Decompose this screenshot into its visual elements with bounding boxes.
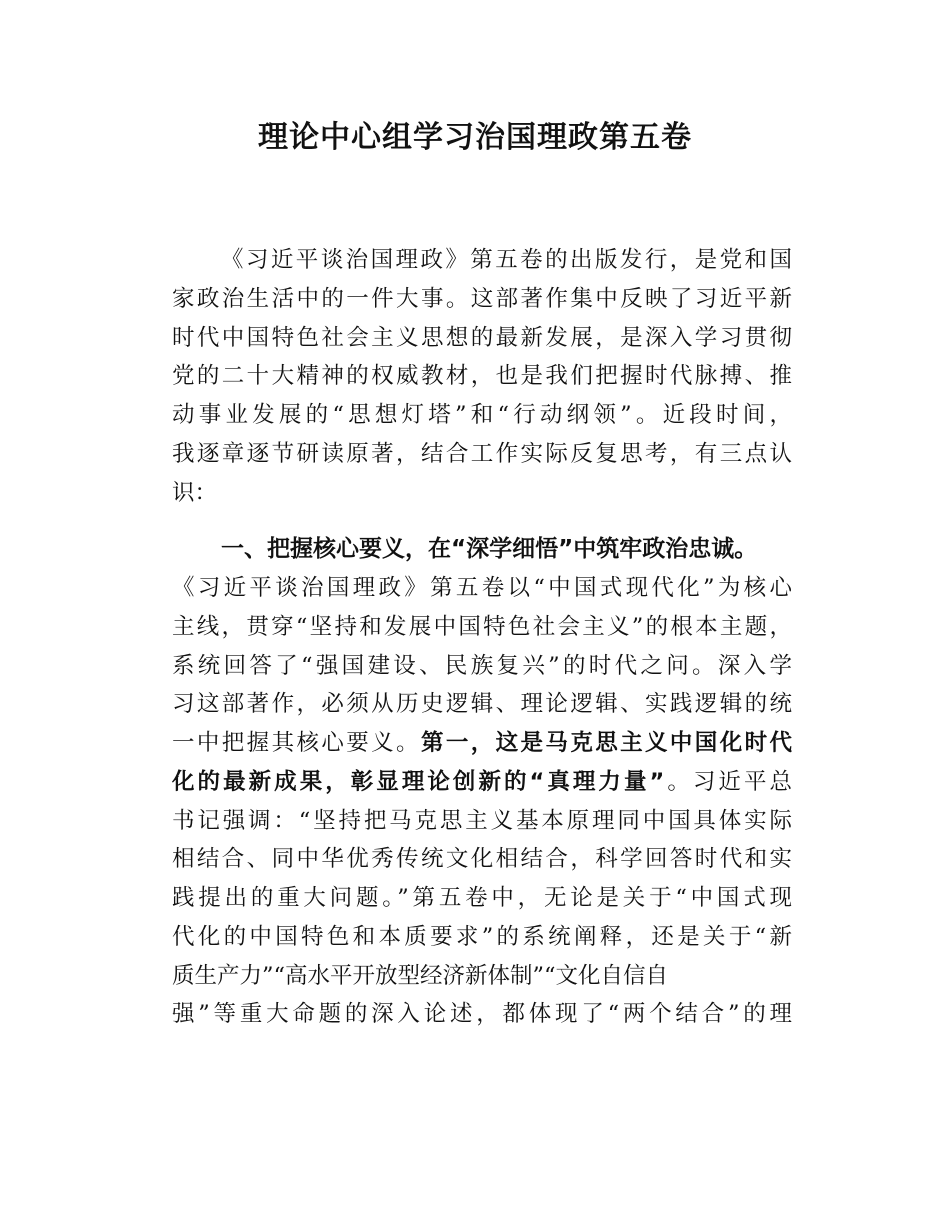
bold-point: 化的最新成果，彰显理论创新的“真理力量” [172,768,665,795]
section-heading: 一、把握核心要义，在“深学细悟”中筑牢政治忠诚。 [221,536,758,563]
paragraph-line: 书记强调：“坚持把马克思主义基本原理同中国具体实际 [172,807,792,834]
paragraph-line: 我逐章逐节研读原著，结合工作实际反复思考，有三点认 [172,440,792,467]
paragraph-line: 《习近平谈治国理政》第五卷的出版发行，是党和国 [221,247,792,273]
paragraph-line: 系统回答了“强国建设、民族复兴”的时代之问。深入学 [172,652,792,679]
paragraph-line: 动事业发展的“思想灯塔”和“行动纲领”。近段时间， [172,402,792,428]
paragraph-line: 党的二十大精神的权威教材，也是我们把握时代脉搏、推 [172,363,792,390]
paragraph-line: 主线，贯穿“坚持和发展中国特色社会主义”的根本主题， [172,613,792,640]
paragraph-line [172,724,792,763]
paragraph-line: 《习近平谈治国理政》第五卷以“中国式现代化”为核心 [172,575,792,601]
paragraph-line: 代化的中国特色和本质要求”的系统阐释，还是关于“新 [172,923,792,950]
text-segment: 一中把握其核心要义。 [172,730,421,756]
paragraph-line: 质生产力”“高水平开放型经济新体制”“文化自信自 [172,962,669,989]
document-body [172,241,792,1034]
paragraph-line: 习这部著作，必须从历史逻辑、理论逻辑、实践逻辑的统 [172,691,792,718]
document-title: 理论中心组学习治国理政第五卷 [258,120,692,155]
paragraph-line: 践提出的重大问题。”第五卷中，无论是关于“中国式现 [172,885,792,911]
paragraph-line: 家政治生活中的一件大事。这部著作集中反映了习近平新 [172,285,792,312]
paragraph-line: 强”等重大命题的深入论述，都体现了“两个结合”的理 [172,1001,792,1028]
text-segment: 。习近平总 [664,768,792,795]
bold-point: 第一，这是马克思主义中国化时代 [420,730,792,756]
paragraph-line: 时代中国特色社会主义思想的最新发展，是深入学习贯彻 [172,324,792,351]
paragraph-line: 相结合、同中华优秀传统文化相结合，科学回答时代和实 [172,846,792,873]
paragraph-line: 识： [172,479,218,506]
paragraph-line [172,763,792,802]
